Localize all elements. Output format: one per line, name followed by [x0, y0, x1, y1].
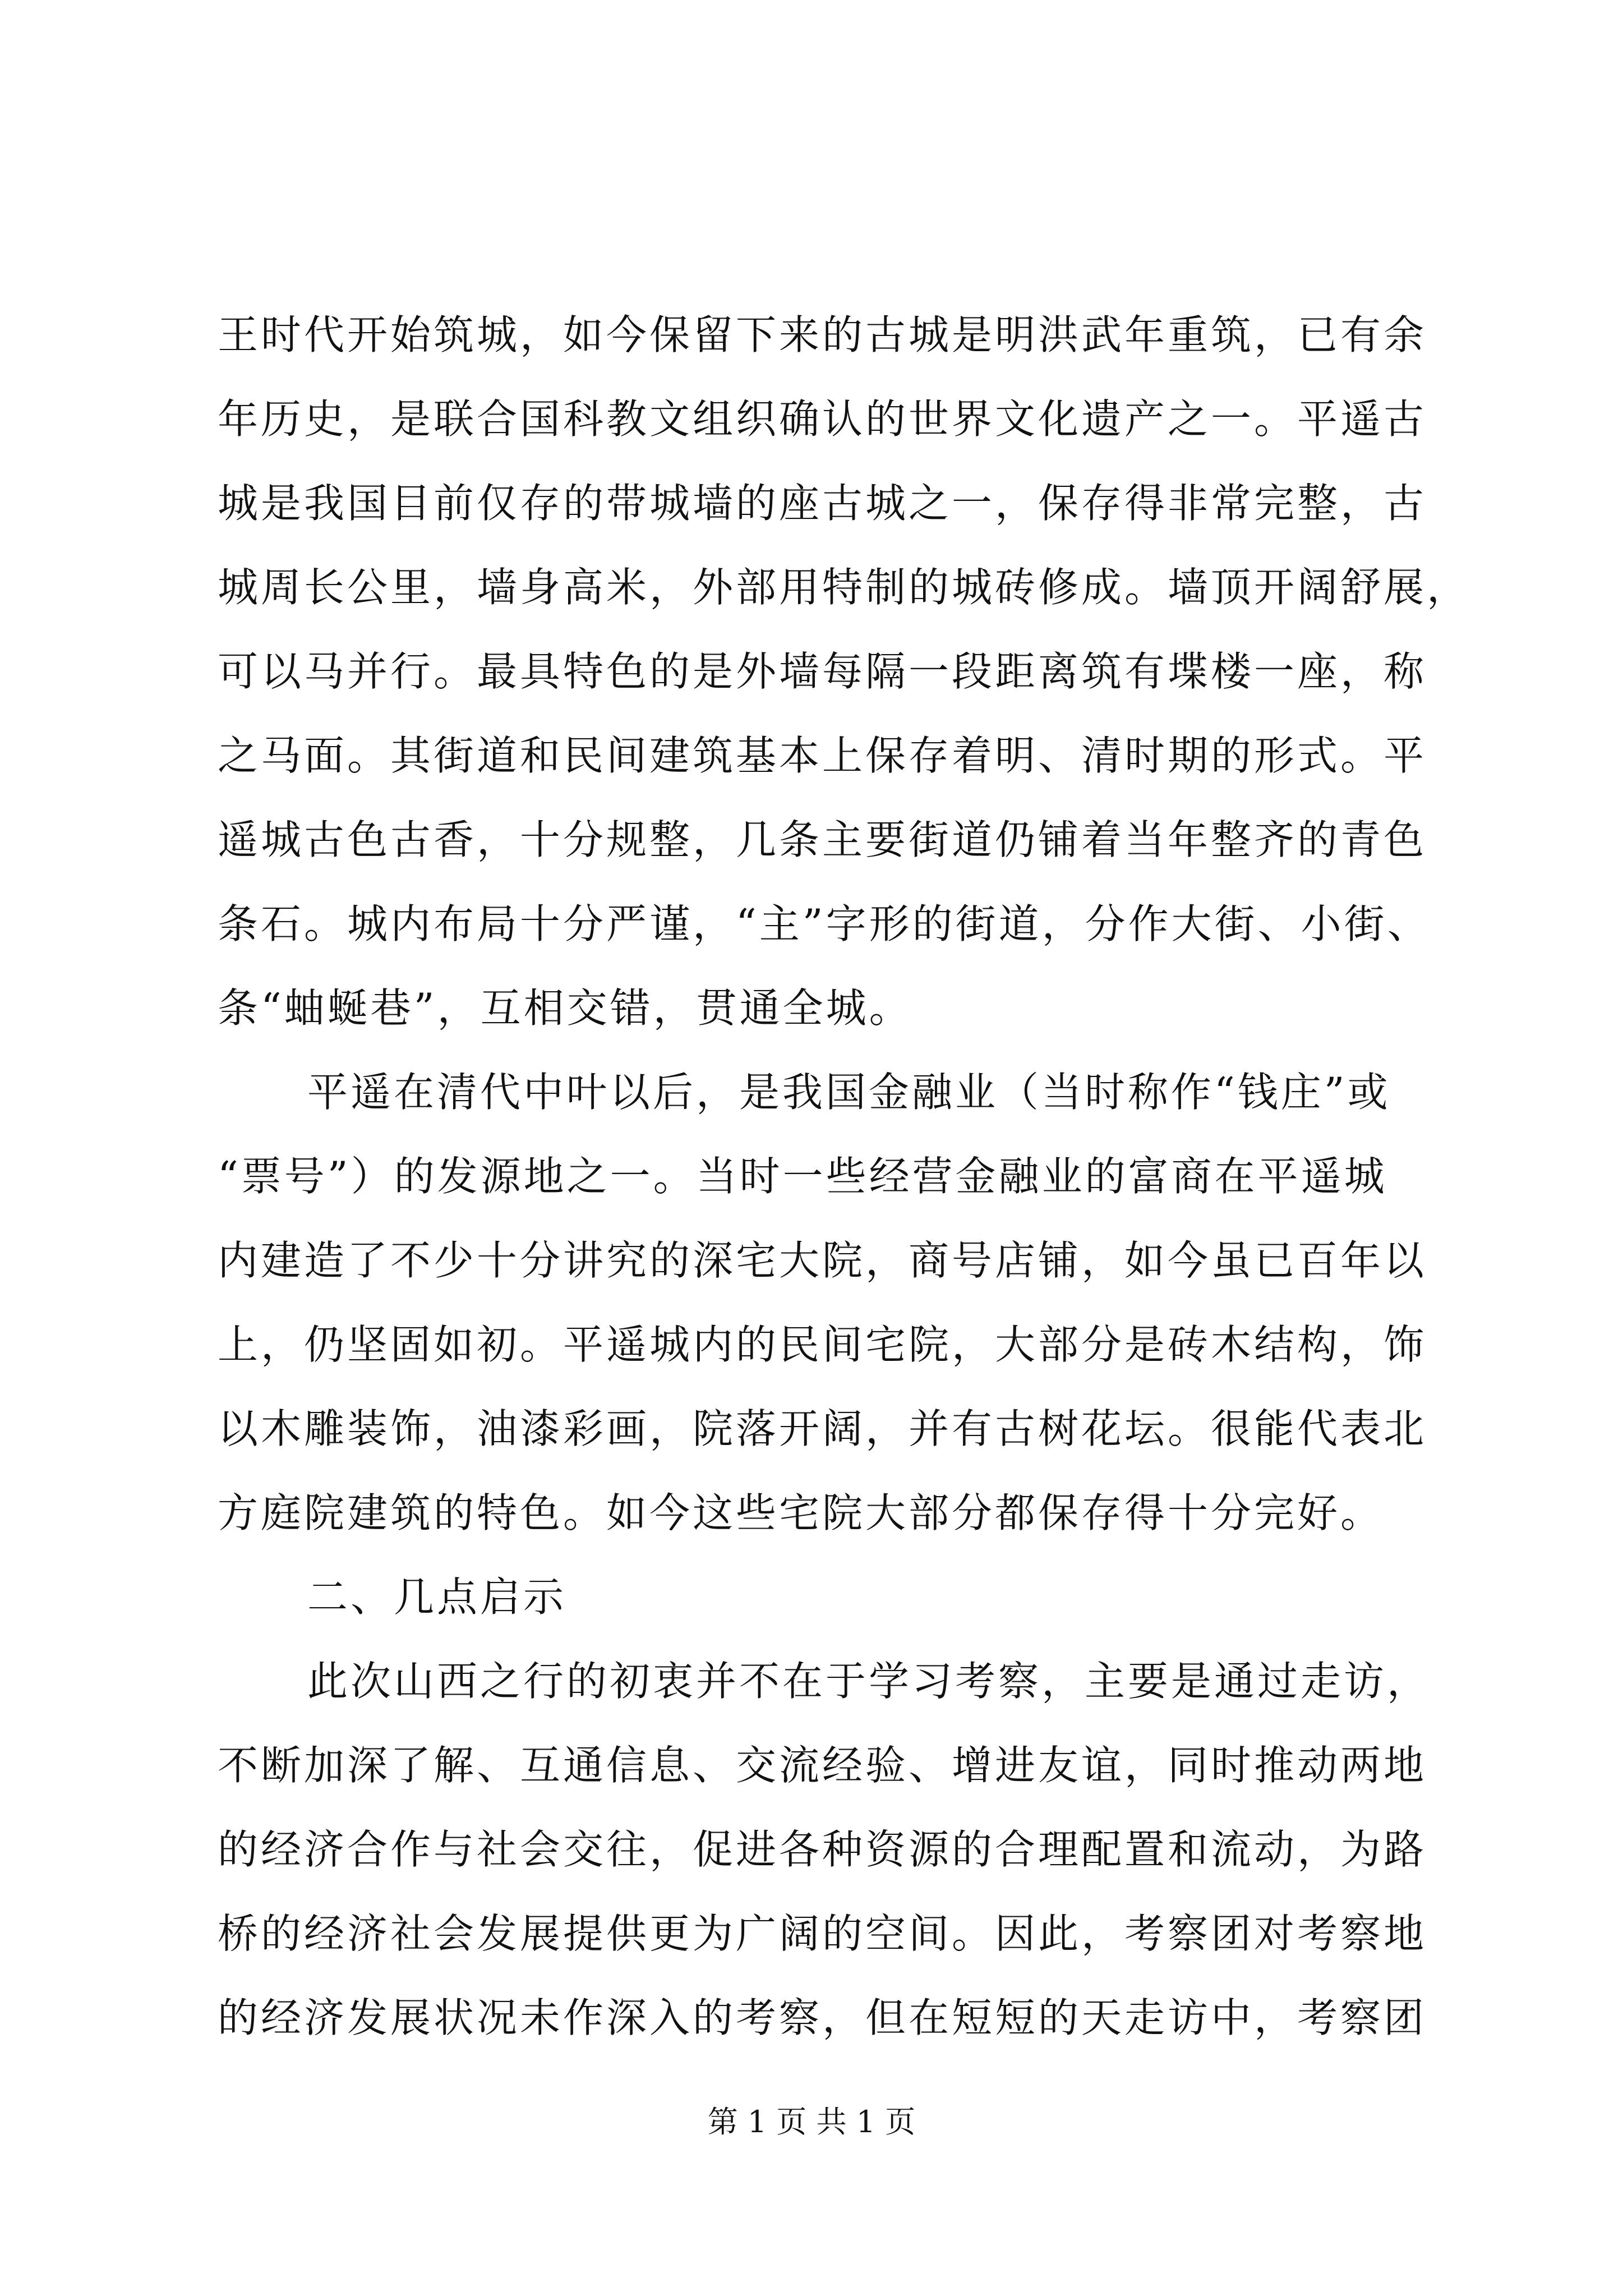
text-line: 条石。城内布局十分严谨，“主”字形的街道，分作大街、小街、 — [218, 900, 1431, 947]
body-text — [218, 293, 1470, 2060]
text-line: 可以马并行。最具特色的是外墙每隔一段距离筑有堞楼一座，称 — [218, 648, 1427, 695]
text-line: 桥的经济社会发展提供更为广阔的空间。因此，考察团对考察地 — [218, 1910, 1427, 1957]
text-line: 以木雕装饰，油漆彩画，院落开阔，并有古树花坛。很能代表北 — [218, 1405, 1427, 1452]
text-line: “票号”）的发源地之一。当时一些经营金融业的富商在平遥城 — [218, 1153, 1387, 1200]
text-line: 不断加深了解、互通信息、交流经验、增进友谊，同时推动两地 — [218, 1742, 1427, 1789]
paragraph-start-line: 此次山西之行的初衷并不在于学习考察，主要是通过走访， — [307, 1658, 1431, 1705]
text-line: 之马面。其街道和民间建筑基本上保存着明、清时期的形式。平 — [218, 732, 1427, 779]
text-line: 王时代开始筑城，如今保留下来的古城是明洪武年重筑，已有余 — [218, 311, 1427, 358]
text-line: 遥城古色古香，十分规整，几条主要街道仍铺着当年整齐的青色 — [218, 816, 1427, 863]
text-line: 上，仍坚固如初。平遥城内的民间宅院，大部分是砖木结构，饰 — [218, 1321, 1427, 1368]
paragraph-start-line: 平遥在清代中叶以后，是我国金融业（当时称作“钱庄”或 — [307, 1069, 1391, 1116]
text-line: 的经济合作与社会交往，促进各种资源的合理配置和流动，为路 — [218, 1826, 1427, 1873]
text-line: 的经济发展状况未作深入的考察，但在短短的天走访中，考察团 — [218, 1994, 1427, 2041]
page-footer: 第 1 页 共 1 页 — [707, 2104, 916, 2139]
text-line: 城周长公里，墙身高米，外部用特制的城砖修成。墙顶开阔舒展， — [218, 564, 1470, 611]
section-heading: 二、几点启示 — [307, 1573, 567, 1621]
text-line: 年历史，是联合国科教文组织确认的世界文化遗产之一。平遥古 — [218, 395, 1427, 443]
text-line: 方庭院建筑的特色。如今这些宅院大部分都保存得十分完好。 — [218, 1489, 1384, 1536]
text-line: 条“蚰蜒巷”，互相交错，贯通全城。 — [218, 984, 912, 1032]
text-line: 城是我国目前仅存的带城墙的座古城之一，保存得非常完整，古 — [218, 480, 1427, 527]
text-line: 内建造了不少十分讲究的深宅大院，商号店铺，如今虽已百年以 — [218, 1237, 1427, 1284]
